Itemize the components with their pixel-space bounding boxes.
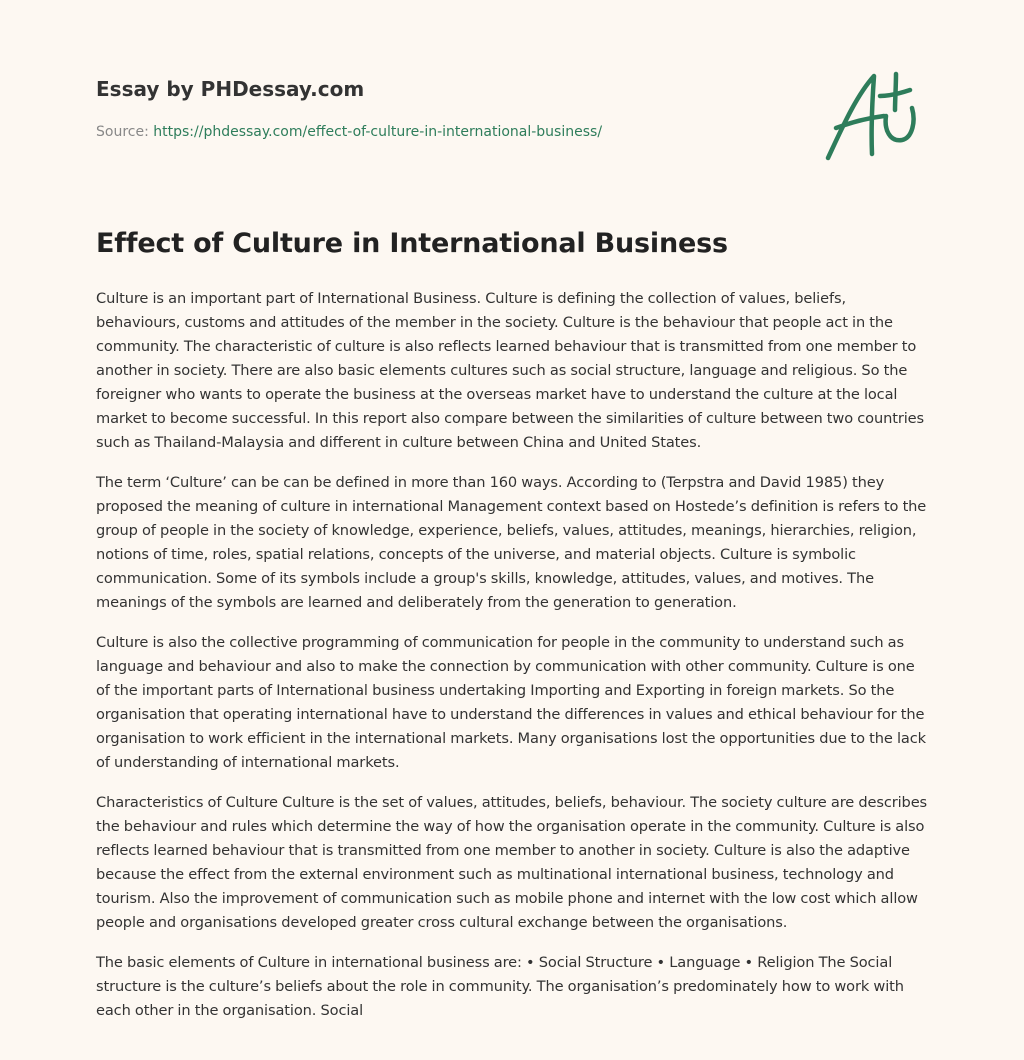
- essay-paragraph: Characteristics of Culture Culture is the set of values, attitudes, beliefs, behaviour. The society culture are describes the behaviour and rules which determine the way of how the organisation operate in the community. Culture is also reflects learned behaviour that is transmitted from one member to another in society. Culture is also the adaptive because the effect from the external environment such as multinational international business, technology and tourism. Also the improvement of communication such as mobile phone and internet with the low cost which allow people and organisations developed greater cross cultural exchange between the organisations.: [96, 794, 928, 931]
- a-plus-grade-icon: [822, 66, 926, 166]
- essay-paragraph: The term ‘Culture’ can be can be defined in more than 160 ways. According to (Terpstra and David 1985) they proposed the meaning of culture in international Management context based on Hostede’s definition is refers to the group of people in the society of knowledge, experience, beliefs, values, attitudes, meanings, hierarchies, religion, notions of time, roles, spatial relations, concepts of the universe, and material objects. Culture is symbolic communication. Some of its symbols include a group's skills, knowledge, attitudes, values, and motives. The meanings of the symbols are learned and deliberately from the generation to generation.: [96, 474, 927, 611]
- essay-paragraph: Culture is an important part of International Business. Culture is defining the collection of values, beliefs, behaviours, customs and attitudes of the member in the society. Culture is the behaviour that people act in the community. The characteristic of culture is also reflects learned behaviour that is transmitted from one member to another in society. There are also basic elements cultures such as social structure, language and religious. So the foreigner who wants to operate the business at the overseas market have to understand the culture at the local market to become successful. In this report also compare between the similarities of culture between two countries such as Thailand-Malaysia and different in culture between China and United States.: [96, 290, 924, 451]
- essay-paragraph: The basic elements of Culture in international business are: • Social Structure • Language • Religion The Social structure is the culture’s beliefs about the role in community. The organisation’s predominately how to work with each other in the organisation. Social: [96, 954, 904, 1019]
- source-line: [96, 124, 602, 140]
- essay-title: Effect of Culture in International Business: [96, 228, 728, 259]
- source-label: Source:: [96, 124, 154, 140]
- essay-body: [96, 287, 930, 1039]
- essay-paragraph: Culture is also the collective programming of communication for people in the community to understand such as language and behaviour and also to make the connection by communication with other community. Culture is one of the important parts of International business undertaking Importing and Exporting in foreign markets. So the organisation that operating international have to understand the differences in values and ethical behaviour for the organisation to work efficient in the international markets. Many organisations lost the opportunities due to the lack of understanding of international markets.: [96, 634, 926, 771]
- source-link[interactable]: https://phdessay.com/effect-of-culture-in-international-business/: [153, 124, 603, 140]
- site-brand: Essay by PHDessay.com: [96, 77, 365, 101]
